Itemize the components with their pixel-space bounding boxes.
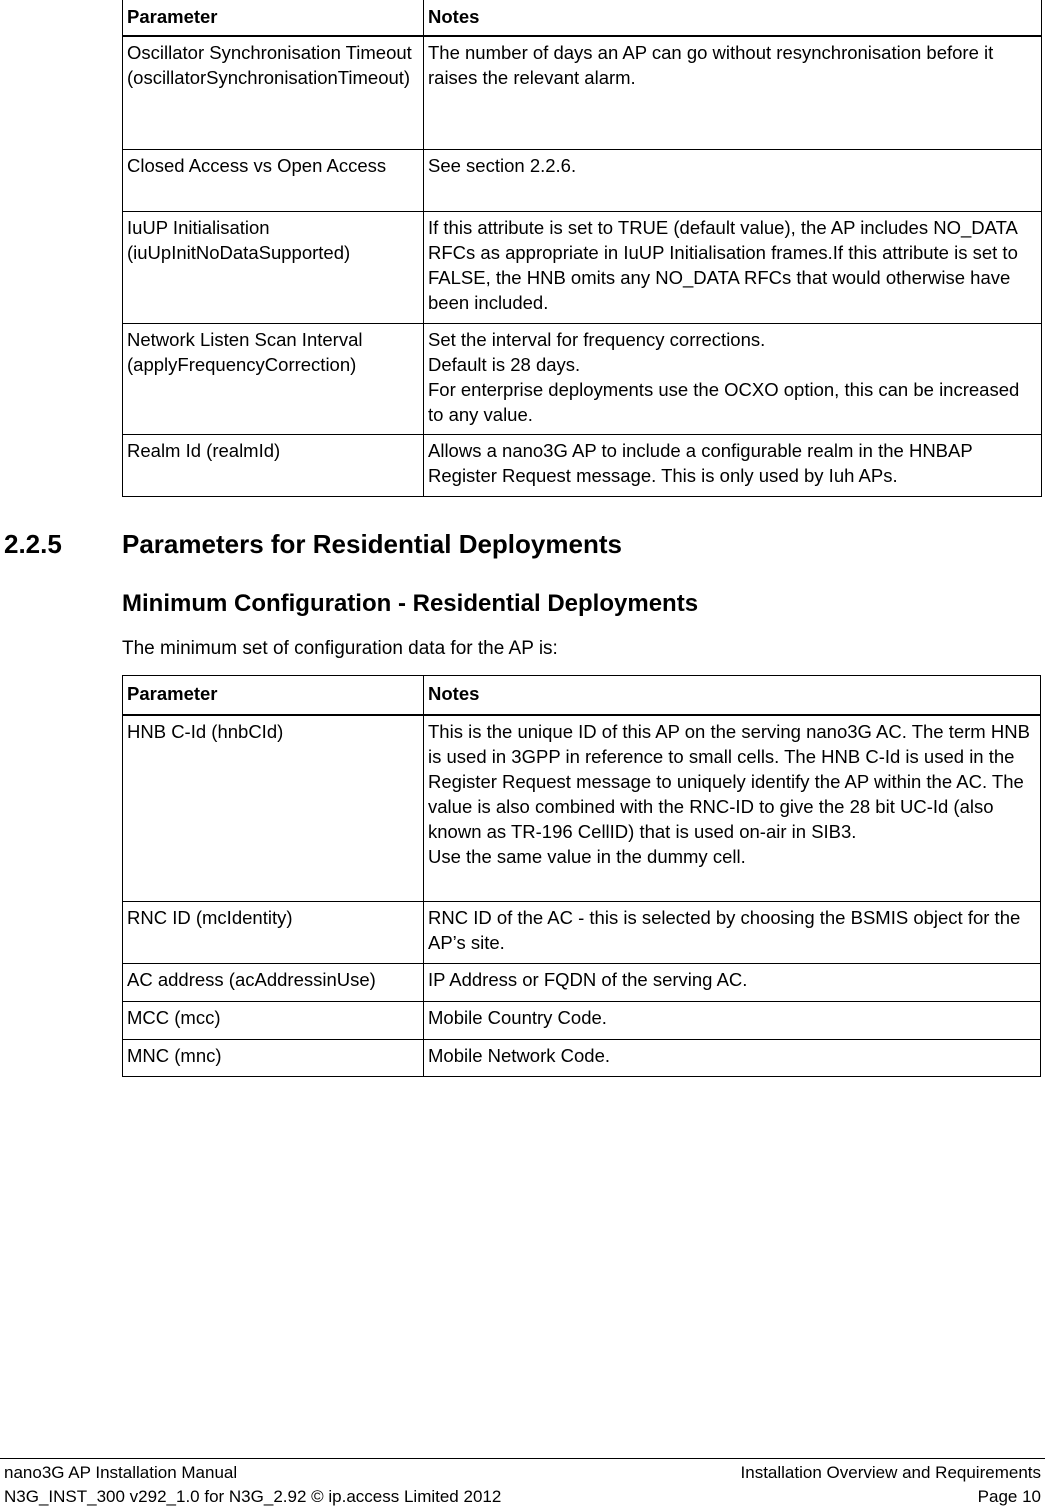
notes-cell: Mobile Network Code. [424, 1039, 1041, 1076]
table-row [123, 211, 1042, 323]
table-row [123, 323, 1042, 434]
table-header-row [123, 676, 1041, 716]
minimum-configuration-table [122, 675, 1041, 1077]
notes-cell: If this attribute is set to TRUE (default value), the AP includes NO_DATA RFCs as appropriate in IuUP Initialisation frames.If this attribute is set to FALSE, the HNB omits any NO_DATA RFCs that would otherwise have been included. [424, 211, 1042, 323]
footer-manual-title: nano3G AP Installation Manual [4, 1463, 238, 1482]
footer-document-id: N3G_INST_300 v292_1.0 for N3G_2.92 © ip.access Limited 2012 [4, 1487, 502, 1506]
notes-cell: IP Address or FQDN of the serving AC. [424, 963, 1041, 1001]
parameters-table-continued [122, 0, 1042, 497]
table-row [123, 901, 1041, 963]
notes-cell: Allows a nano3G AP to include a configurable realm in the HNBAP Register Request message. This is only used by Iuh APs. [424, 434, 1042, 496]
footer-left [4, 1461, 501, 1509]
table-row [123, 149, 1042, 211]
parameter-cell: MNC (mnc) [123, 1039, 424, 1076]
parameter-cell: Closed Access vs Open Access [123, 149, 424, 211]
section-heading [4, 527, 622, 561]
table-row [123, 963, 1041, 1001]
section-title: Parameters for Residential Deployments [122, 529, 622, 559]
parameter-cell: Network Listen Scan Interval (applyFrequencyCorrection) [123, 323, 424, 434]
parameter-cell: MCC (mcc) [123, 1001, 424, 1039]
table-row [123, 434, 1042, 496]
notes-cell: This is the unique ID of this AP on the serving nano3G AC. The term HNB is used in 3GPP in reference to small cells. The HNB C-Id is used in the Register Request message to uniquely identify the AP within the AC. The value is also combined with the RNC-ID to give the 28 bit UC-Id (also known as TR-196 CellID) that is used on-air in SIB3. Use the same value in the dummy cell. [424, 715, 1041, 901]
parameter-cell: Realm Id (realmId) [123, 434, 424, 496]
parameter-cell: IuUP Initialisation (iuUpInitNoDataSupported) [123, 211, 424, 323]
intro-paragraph: The minimum set of configuration data for the AP is: [122, 638, 558, 659]
table-row [123, 1001, 1041, 1039]
notes-cell: The number of days an AP can go without resynchronisation before it raises the relevant alarm. [424, 36, 1042, 149]
column-header-parameter: Parameter [123, 676, 424, 716]
parameter-cell: RNC ID (mcIdentity) [123, 901, 424, 963]
footer-page-number: Page 10 [977, 1487, 1041, 1506]
section-number: 2.2.5 [4, 529, 62, 559]
subsection-heading: Minimum Configuration - Residential Deployments [122, 590, 699, 617]
table-row [123, 715, 1041, 901]
parameter-cell: HNB C-Id (hnbCId) [123, 715, 424, 901]
parameter-cell: Oscillator Synchronisation Timeout (oscillatorSynchronisationTimeout) [123, 36, 424, 149]
notes-cell: Mobile Country Code. [424, 1001, 1041, 1039]
footer-right [741, 1461, 1041, 1509]
table-row [123, 1039, 1041, 1076]
table-header-row [123, 0, 1042, 36]
column-header-parameter: Parameter [123, 0, 424, 36]
footer-divider [0, 1458, 1045, 1459]
column-header-notes: Notes [424, 676, 1041, 716]
notes-cell: Set the interval for frequency corrections. Default is 28 days. For enterprise deployments use the OCXO option, this can be increased to any value. [424, 323, 1042, 434]
table-row [123, 36, 1042, 149]
parameter-cell: AC address (acAddressinUse) [123, 963, 424, 1001]
notes-cell: RNC ID of the AC - this is selected by choosing the BSMIS object for the AP’s site. [424, 901, 1041, 963]
column-header-notes: Notes [424, 0, 1042, 36]
notes-cell: See section 2.2.6. [424, 149, 1042, 211]
footer-chapter-title: Installation Overview and Requirements [740, 1463, 1041, 1482]
